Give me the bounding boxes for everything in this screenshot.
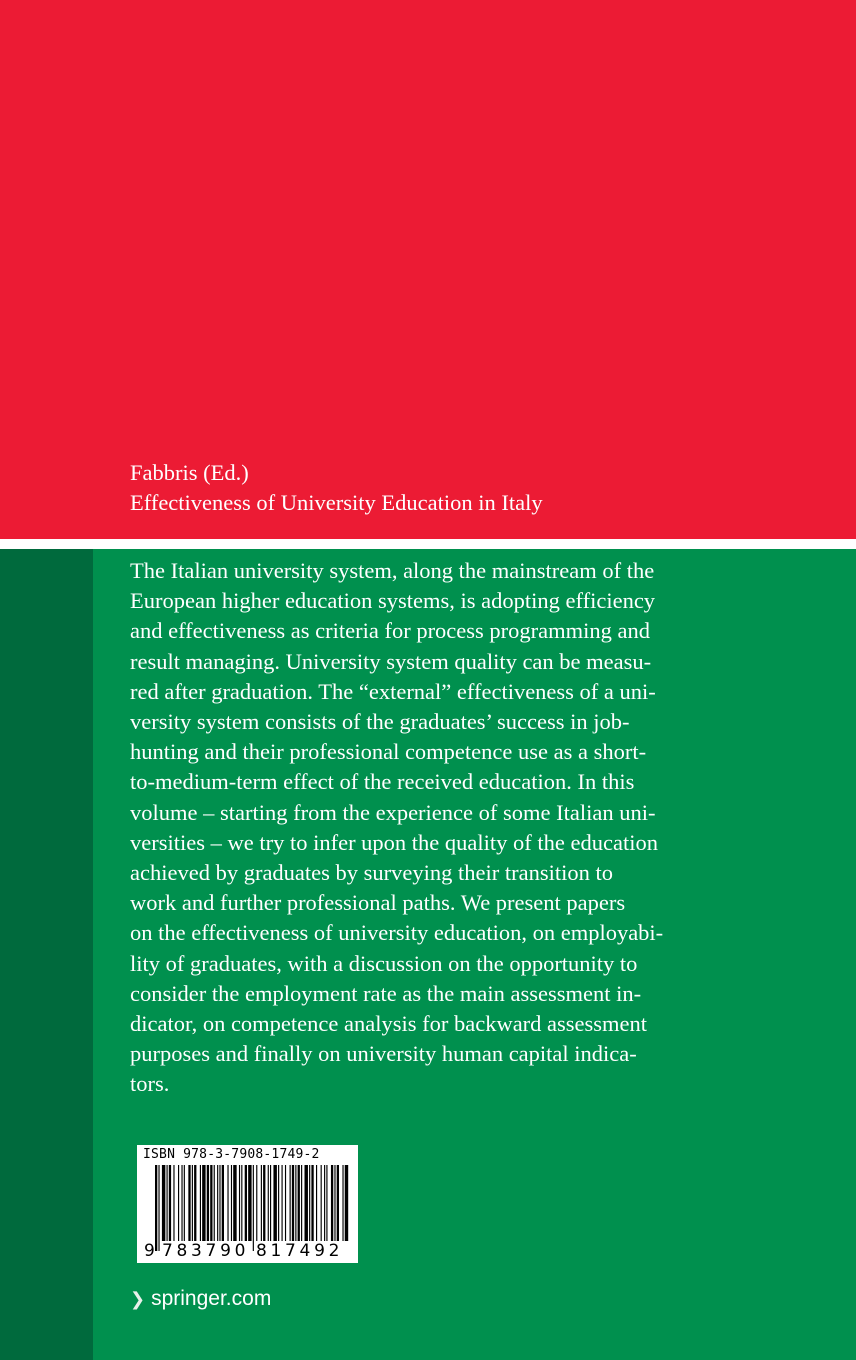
book-title: Effectiveness of University Education in Italy	[130, 490, 543, 515]
back-cover-blurb	[130, 556, 770, 1100]
isbn-barcode	[137, 1145, 358, 1263]
blurb-line: versity system consists of the graduates’ success in job-	[130, 709, 630, 735]
blurb-line: purposes and finally on university human capital indica-	[130, 1041, 637, 1067]
blurb-line: versities – we try to infer upon the quality of the education	[130, 829, 658, 855]
blurb-line: lity of graduates, with a discussion on the opportunity to	[130, 950, 638, 976]
blurb-line: The Italian university system, along the mainstream of the	[130, 558, 655, 583]
cover-top-red-panel	[0, 0, 856, 539]
isbn-label: ISBN 978-3-7908-1749-2	[143, 1147, 320, 1162]
blurb-line: work and further professional paths. We present papers	[130, 890, 626, 916]
chevron-right-icon: ❯	[130, 1289, 146, 1309]
book-author: Fabbris (Ed.)	[130, 460, 249, 485]
blurb-line: to-medium-term effect of the received education. In this	[130, 769, 635, 795]
barcode-digit-first: 9	[144, 1241, 155, 1261]
blurb-line: achieved by graduates by surveying their transition to	[130, 860, 613, 886]
publisher-website: springer.com	[151, 1287, 272, 1310]
blurb-line: and effectiveness as criteria for process programming and	[130, 618, 651, 644]
blurb-line: volume – starting from the experience of some Italian uni-	[130, 799, 656, 825]
blurb-line: on the effectiveness of university education, on employabi-	[130, 920, 664, 946]
blurb-line: consider the employment rate as the main assessment in-	[130, 980, 642, 1006]
publisher-link[interactable]	[130, 1286, 271, 1312]
blurb-line: result managing. University system quality can be measu-	[130, 648, 652, 674]
blurb-line: European higher education systems, is adopting efficiency	[130, 588, 656, 614]
blurb-line: dicator, on competence analysis for backward assessment	[130, 1011, 648, 1037]
blurb-line: red after graduation. The “external” effectiveness of a uni-	[130, 678, 656, 704]
spine-dark-green-strip	[0, 549, 93, 1360]
divider-band	[0, 539, 856, 549]
barcode-digits-right: 817492	[256, 1241, 344, 1261]
blurb-line: tors.	[130, 1071, 170, 1097]
blurb-line: hunting and their professional competence use as a short-	[130, 739, 647, 765]
barcode-digits-left: 783790	[162, 1241, 250, 1261]
